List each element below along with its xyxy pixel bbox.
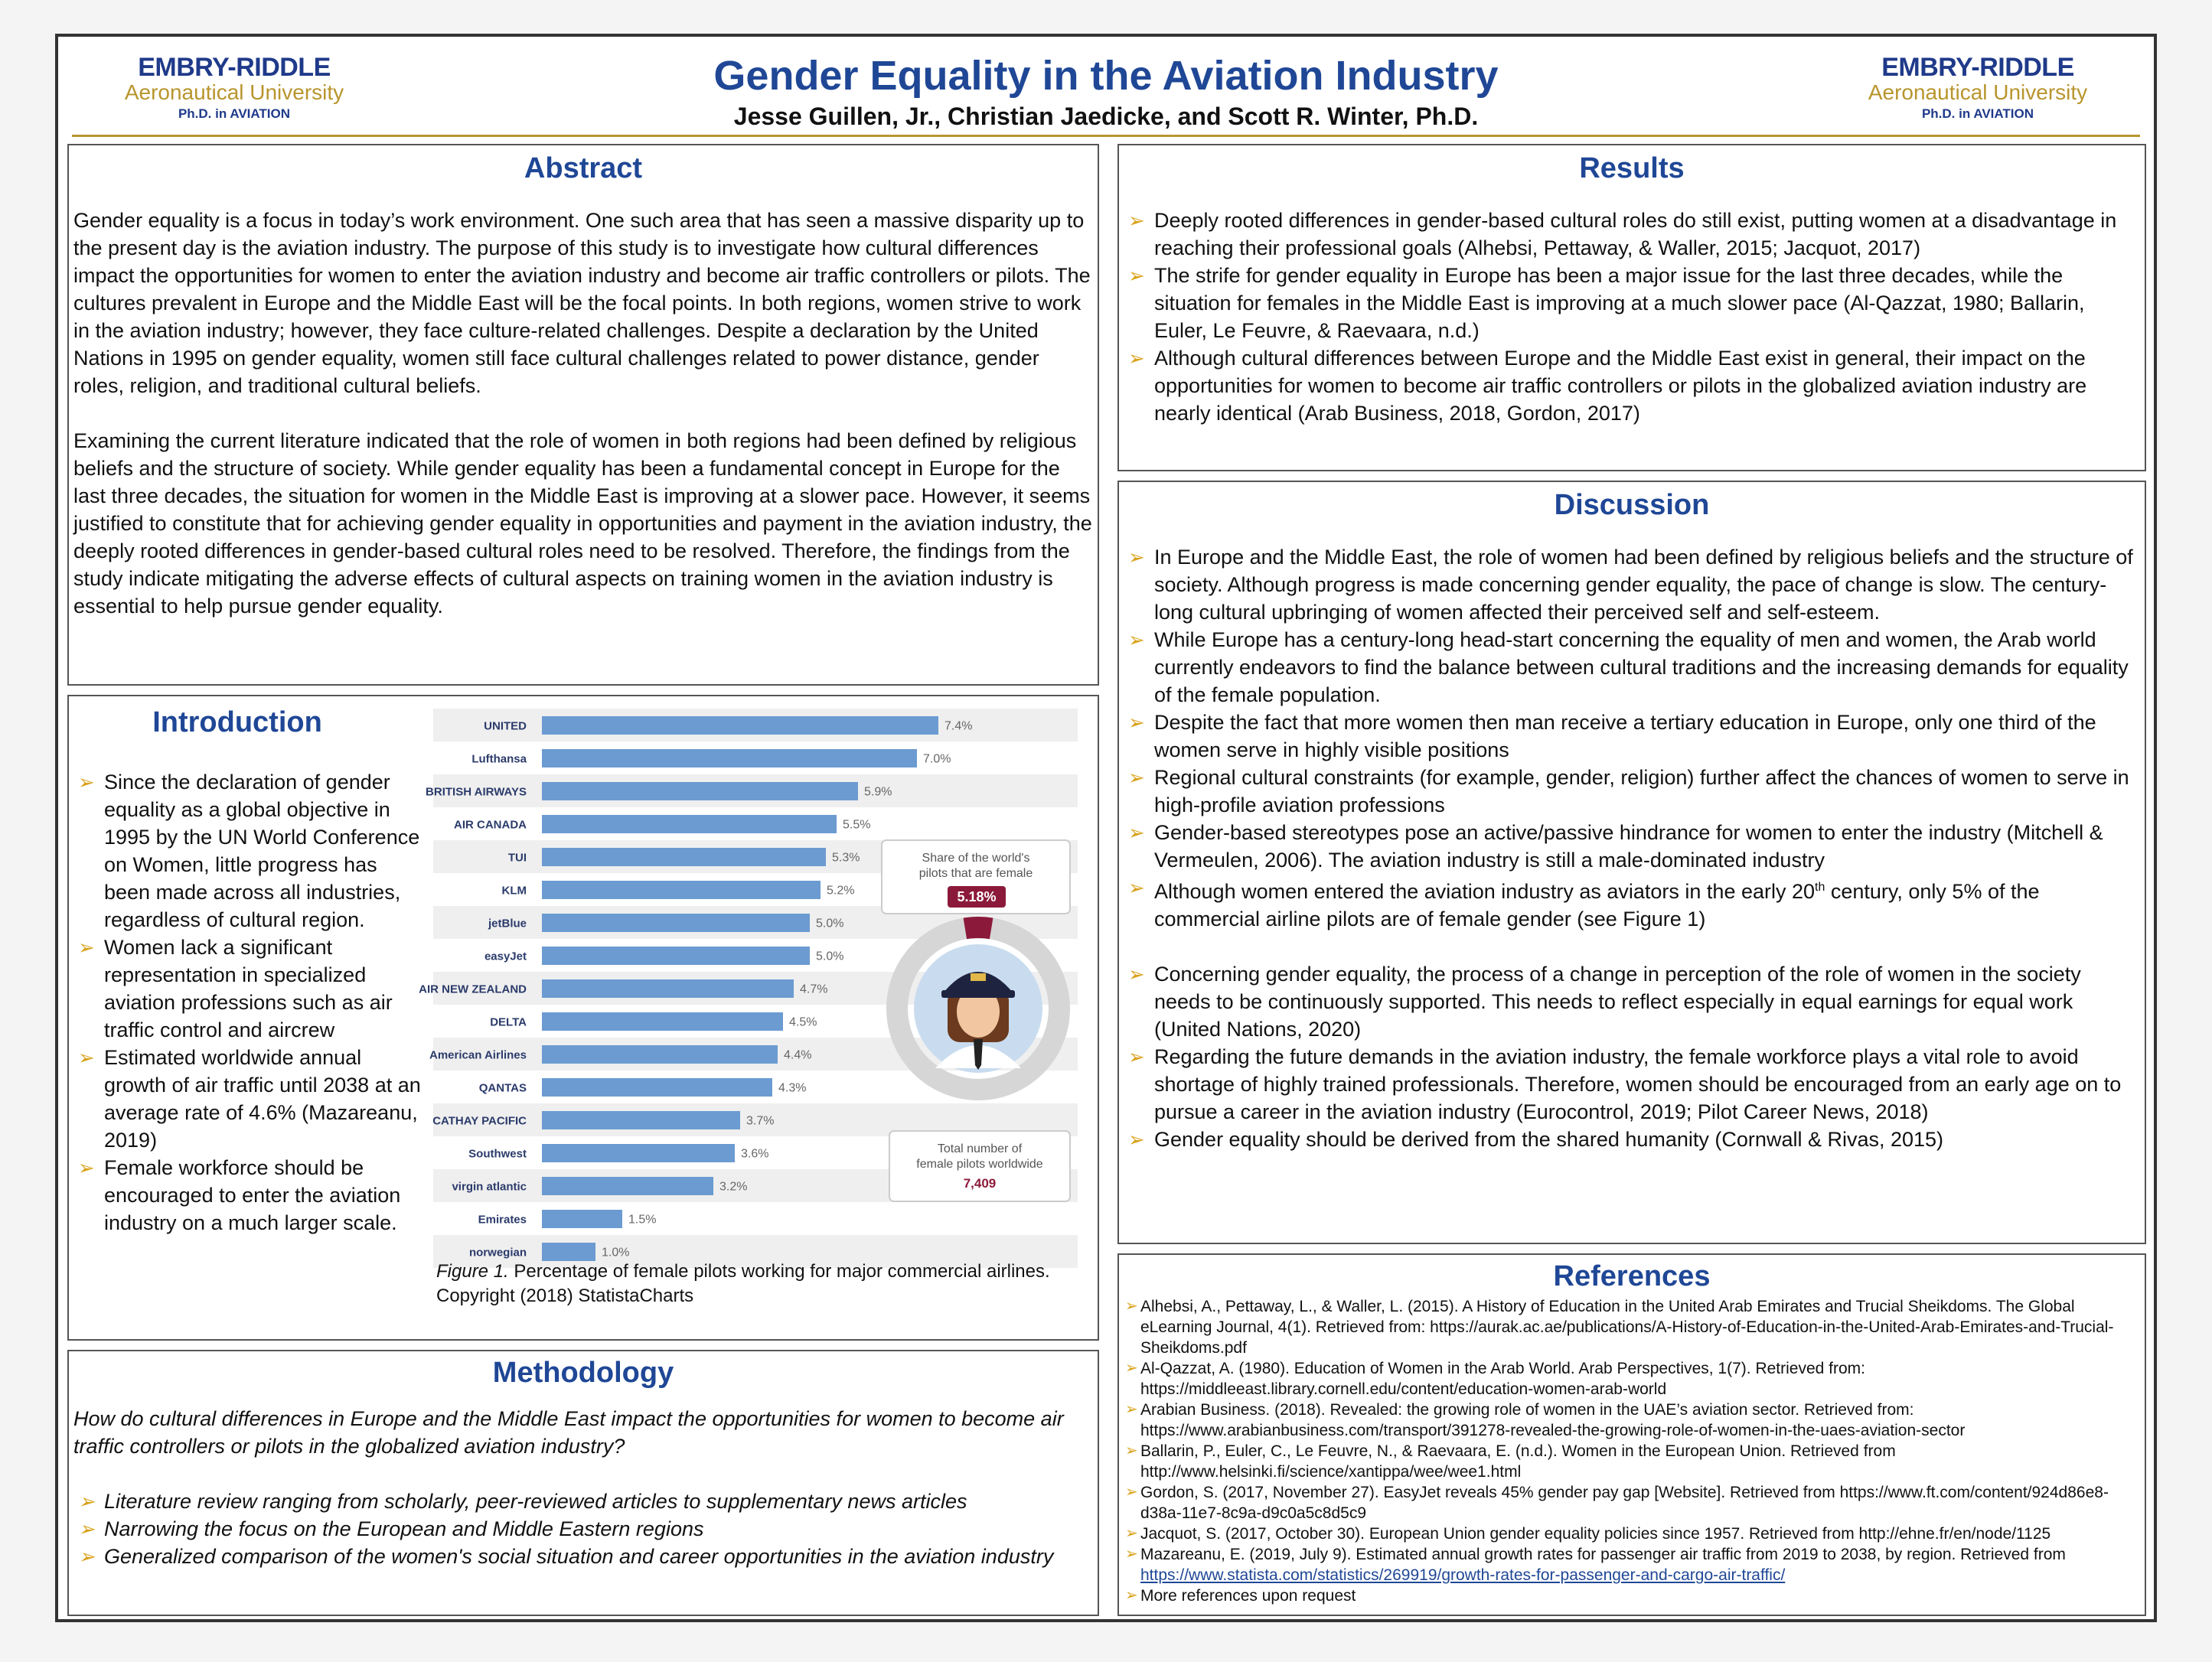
airline-label: virgin atlantic xyxy=(452,1180,527,1194)
research-question: How do cultural differences in Europe and the Middle East impact the opportunities for women to become air traffic controllers or pilots in the globalized aviation industry? xyxy=(73,1407,1064,1458)
list-item: ➢ Despite the fact that more women then man receive a tertiary education in Europe, only one third of the women serve in highly visible positions xyxy=(1124,709,2140,764)
bar-value-label: 7.0% xyxy=(923,752,951,766)
list-item: ➢ In Europe and the Middle East, the role of women had been defined by religious beliefs and the structure of society. Although progress is made concerning gender equality, the pace of change is slow. The century-long cultural upbringing of women affected their perceived self and self-esteem. xyxy=(1124,543,2140,626)
references-title: References xyxy=(1553,1260,1711,1292)
list-item: ➢ Generalized comparison of the women's social situation and career opportunities in the aviation industry xyxy=(73,1543,1093,1570)
university-logo-right xyxy=(1832,54,2123,124)
list-item: ➢ Women lack a significant representation in specialized aviation professions such as air traffic control and aircrew xyxy=(73,934,426,1044)
airline-label: Southwest xyxy=(468,1147,527,1161)
bar-value-label: 5.0% xyxy=(816,950,844,963)
total-callout-label: Total number of female pilots worldwide xyxy=(916,1142,1043,1171)
arrow-bullet-icon: ➢ xyxy=(1128,766,1145,789)
chart-bar xyxy=(542,881,821,899)
chart-bar xyxy=(542,848,826,866)
chart-bar xyxy=(542,1078,772,1097)
list-item: ➢ While Europe has a century-long head-start concerning the equality of men and women, the Arab world currently endeavors to find the balance between cultural traditions and the increasing demands for equality of the female population. xyxy=(1124,626,2140,709)
arrow-bullet-icon: ➢ xyxy=(1128,821,1145,844)
arrow-bullet-icon: ➢ xyxy=(78,1490,95,1513)
reference-item: ➢ Arabian Business. (2018). Revealed: the growing role of women in the UAE’s aviation sector. Retrieved from: https://www.arabianbusiness.com/transport/391278-revealed-the-growing-role-of-women-in-the-uaes-aviation-sector xyxy=(1125,1401,1966,1439)
airline-label: BRITISH AIRWAYS xyxy=(426,785,527,799)
header-divider xyxy=(72,135,2140,137)
chart-bar xyxy=(542,1210,622,1228)
chart-bar xyxy=(542,815,837,833)
chart-bar xyxy=(542,979,794,998)
share-value: 5.18% xyxy=(957,889,997,904)
arrow-bullet-icon: ➢ xyxy=(78,1517,95,1540)
reference-item: ➢ Jacquot, S. (2017, October 30). European Union gender equality policies since 1957. Retrieved from http://ehne.fr/en/node/1125 xyxy=(1125,1525,2051,1543)
chart-bar xyxy=(542,1045,778,1064)
references-list xyxy=(1124,1296,2140,1606)
arrow-bullet-icon: ➢ xyxy=(78,1046,95,1069)
list-item: ➢ Estimated worldwide annual growth of air traffic until 2038 at an average rate of 4.6% (Mazareanu, 2019) xyxy=(73,1044,426,1154)
arrow-bullet-icon: ➢ xyxy=(1125,1546,1138,1563)
introduction-panel xyxy=(67,695,1099,1341)
reference-item: ➢ Al-Qazzat, A. (1980). Education of Women in the Arab World. Arab Perspectives, 1(7). Retrieved from: https://middleeast.library.cornell.edu/content/education-women-arab-world xyxy=(1125,1360,1865,1398)
discussion-title: Discussion xyxy=(1554,489,1710,521)
arrow-bullet-icon: ➢ xyxy=(1128,347,1145,370)
methodology-title: Methodology xyxy=(492,1357,674,1389)
list-item: ➢ Although women entered the aviation industry as aviators in the early 20th century, only 5% of the commercial airline pilots are of female gender (see Figure 1) xyxy=(1124,874,2140,933)
chart-bar xyxy=(542,1012,783,1031)
poster-authors: Jesse Guillen, Jr., Christian Jaedicke, and Scott R. Winter, Ph.D. xyxy=(733,103,1479,130)
list-item: ➢ Female workforce should be encouraged to enter the aviation industry on a much larger scale. xyxy=(73,1154,426,1237)
arrow-bullet-icon: ➢ xyxy=(1125,1484,1138,1501)
discussion-bullets xyxy=(1124,543,2140,1153)
chart-bar xyxy=(542,1111,740,1129)
bar-value-label: 5.2% xyxy=(827,884,855,898)
bar-value-label: 7.4% xyxy=(945,719,973,733)
chart-bar xyxy=(542,716,938,735)
reference-item: ➢ Alhebsi, A., Pettaway, L., & Waller, L. (2015). A History of Education in the United Arab Emirates and Trucial Sheikdoms. The Global eLearning Journal, 4(1). Retrieved from: https://aurak.ac.ae/publications/A-History-of-Education-in-the-United-Arab-Emirates-and-Trucial-Sheikdoms.pdf xyxy=(1125,1298,2114,1357)
airline-label: Lufthansa xyxy=(471,752,527,766)
arrow-bullet-icon: ➢ xyxy=(1128,546,1145,569)
donut-female-slice xyxy=(964,917,993,939)
bar-value-label: 4.5% xyxy=(789,1015,817,1029)
total-value: 7,409 xyxy=(963,1176,997,1191)
bar-value-label: 1.0% xyxy=(602,1246,630,1260)
bar-value-label: 1.5% xyxy=(628,1213,657,1227)
arrow-bullet-icon: ➢ xyxy=(78,1156,95,1179)
airline-label: QANTAS xyxy=(478,1081,527,1095)
arrow-bullet-icon: ➢ xyxy=(1128,209,1145,232)
list-item: ➢ Deeply rooted differences in gender-based cultural roles do still exist, putting women at a disadvantage in reaching their professional goals (Alhebsi, Pettaway, & Waller, 2015; Jacquot, 2017) xyxy=(1124,207,2140,262)
references-panel xyxy=(1117,1253,2146,1616)
list-item: ➢ Since the declaration of gender equality as a global objective in 1995 by the UN World Conference on Women, little progress has been made across all industries, regardless of cultural region. xyxy=(73,768,426,934)
bar-value-label: 3.6% xyxy=(741,1147,769,1161)
arrow-bullet-icon: ➢ xyxy=(1128,1128,1145,1151)
arrow-bullet-icon: ➢ xyxy=(78,771,95,794)
bar-value-label: 5.9% xyxy=(864,785,892,799)
introduction-title: Introduction xyxy=(152,706,322,738)
female-pilots-bar-chart xyxy=(419,702,1078,1260)
airline-label: Emirates xyxy=(478,1213,527,1227)
reference-item: ➢ Ballarin, P., Euler, C., Le Feuvre, N., & Raevaara, E. (n.d.). Women in the European Union. Retrieved from http://www.helsinki.fi/science/xantippa/wee/wee1.html xyxy=(1125,1442,1896,1481)
bar-value-label: 5.3% xyxy=(832,851,860,865)
bar-value-label: 5.0% xyxy=(816,917,844,930)
bar-value-label: 4.4% xyxy=(784,1048,812,1062)
methodology-panel xyxy=(67,1350,1099,1616)
poster-title: Gender Equality in the Aviation Industry xyxy=(713,53,1499,99)
results-bullets xyxy=(1124,207,2140,427)
arrow-bullet-icon: ➢ xyxy=(1128,264,1145,287)
airline-label: jetBlue xyxy=(488,917,527,930)
arrow-bullet-icon: ➢ xyxy=(1125,1587,1138,1604)
list-item: ➢ Gender-based stereotypes pose an active/passive hindrance for women to enter the industry (Mitchell & Vermeulen, 2006). The aviation industry is still a male-dominated industry xyxy=(1124,819,2140,874)
list-item: ➢ Regarding the future demands in the aviation industry, the female workforce plays a vital role to avoid shortage of highly trained professionals. Therefore, women should be encouraged from an early age on to pursue a career in the aviation industry (Eurocontrol, 2019; Pilot Career News, 2018) xyxy=(1124,1043,2140,1126)
list-item: ➢ The strife for gender equality in Europe has been a major issue for the last three decades, while the situation for females in the Middle East is improving at a much slower pace (Al-Qazzat, 1980; Ballarin, Euler, Le Feuvre, & Raevaara, n.d.) xyxy=(1124,262,2140,344)
abstract-paragraph-1: Gender equality is a focus in today’s work environment. One such area that has seen a massive disparity up to the present day is the aviation industry. The purpose of this study is to investigate how cultural differences impact the opportunities for women to enter the aviation industry and become air traffic controllers or pilots. The cultures prevalent in Europe and the Middle East will be the focal points. In both regions, women strive to work in the aviation industry; however, they face culture-related challenges. Despite a declaration by the United Nations in 1995 on gender equality, women still face cultural challenges related to power distance, gender roles, religion, and traditional cultural beliefs. xyxy=(73,209,1091,397)
discussion-panel xyxy=(1117,481,2146,1244)
abstract-panel xyxy=(67,144,1099,686)
arrow-bullet-icon: ➢ xyxy=(78,936,95,959)
logo-line2: Aeronautical University xyxy=(1868,80,2088,104)
airline-label: easyJet xyxy=(484,950,527,963)
reference-item: ➢ More references upon request xyxy=(1125,1587,1356,1605)
list-item: ➢ Concerning gender equality, the process of a change in perception of the role of women in the society needs to be continuously supported. This needs to reflect especially in equal earnings for equal work (United Nations, 2020) xyxy=(1124,960,2140,1043)
abstract-title: Abstract xyxy=(524,152,643,184)
chart-bar xyxy=(542,749,917,767)
chart-bar xyxy=(542,914,810,932)
arrow-bullet-icon: ➢ xyxy=(1128,628,1145,651)
arrow-bullet-icon: ➢ xyxy=(1128,963,1145,986)
arrow-bullet-icon: ➢ xyxy=(1125,1401,1138,1418)
bar-value-label: 5.5% xyxy=(843,818,871,832)
bar-value-label: 3.2% xyxy=(719,1180,748,1194)
arrow-bullet-icon: ➢ xyxy=(1125,1442,1138,1459)
statista-link[interactable]: https://www.statista.com/statistics/269919/growth-rates-for-passenger-and-cargo-air-traffic/ xyxy=(1140,1566,1786,1584)
logo-line2: Aeronautical University xyxy=(124,80,344,104)
reference-item: ➢ Gordon, S. (2017, November 27). EasyJet reveals 45% gender pay gap [Website]. Retrieved from https://www.ft.com/content/924d86e8-d38a-11e7-8c9a-d9c0a5c8d5c9 xyxy=(1125,1484,2109,1522)
chart-bar xyxy=(542,947,810,965)
share-callout-label: Share of the world's pilots that are female xyxy=(918,852,1033,880)
list-item: ➢ Although cultural differences between Europe and the Middle East exist in general, their impact on the opportunities for women to become air traffic controllers or pilots in the globalized aviation industry are nearly identical (Arab Business, 2018, Gordon, 2017) xyxy=(1124,344,2140,427)
airline-label: TUI xyxy=(507,851,527,865)
logo-line3: Ph.D. in AVIATION xyxy=(178,106,291,121)
arrow-bullet-icon: ➢ xyxy=(1125,1525,1138,1542)
reference-item: ➢ Mazareanu, E. (2019, July 9). Estimated annual growth rates for passenger air traffic from 2019 to 2038, by region. Retrieved from https://www.statista.com/statistics/269919/growth-rates-for-passenger-and-cargo-air-traffic/ xyxy=(1125,1546,2066,1584)
airline-label: American Airlines xyxy=(429,1048,527,1062)
list-item: ➢ Gender equality should be derived from the shared humanity (Cornwall & Rivas, 2015) xyxy=(1124,1126,2140,1153)
pilot-cap-brim xyxy=(941,990,1015,998)
list-item: ➢ Literature review ranging from scholarly, peer-reviewed articles to supplementary news articles xyxy=(73,1488,1093,1515)
bar-value-label: 3.7% xyxy=(746,1114,775,1128)
university-logo-left xyxy=(89,54,380,124)
chart-bar xyxy=(542,782,858,800)
airline-label: AIR NEW ZEALAND xyxy=(419,983,527,996)
logo-line3: Ph.D. in AVIATION xyxy=(1921,106,2034,121)
arrow-bullet-icon: ➢ xyxy=(1128,1045,1145,1068)
airline-label: UNITED xyxy=(484,719,527,733)
arrow-bullet-icon: ➢ xyxy=(1125,1360,1138,1377)
methodology-bullets xyxy=(73,1488,1093,1570)
airline-label: norwegian xyxy=(468,1246,527,1260)
chart-bar xyxy=(542,1243,595,1261)
results-panel xyxy=(1117,144,2146,471)
arrow-bullet-icon: ➢ xyxy=(1128,876,1145,899)
figure-caption: Figure 1. Percentage of female pilots working for major commercial airlines. Copyright (2018) StatistaCharts xyxy=(436,1261,1050,1306)
chart-bar xyxy=(542,1177,713,1195)
airline-label: KLM xyxy=(501,884,527,898)
arrow-bullet-icon: ➢ xyxy=(1128,711,1145,734)
poster xyxy=(55,34,2157,1622)
introduction-bullets xyxy=(73,768,426,1237)
airline-label: DELTA xyxy=(490,1015,527,1029)
arrow-bullet-icon: ➢ xyxy=(1125,1298,1138,1315)
airline-label: CATHAY PACIFIC xyxy=(432,1114,527,1128)
abstract-paragraph-2: Examining the current literature indicated that the role of women in both regions had been defined by religious beliefs and the structure of society. While gender equality has been a fundamental concept in Europe for the last three decades, the situation for women in the Middle East is improving at a slower pace. However, it seems justified to constitute that for achieving gender equality in opportunities and payment in the aviation industry, the deeply rooted differences in gender-based cultural roles need to be resolved. Therefore, the findings from the study indicate mitigating the adverse effects of cultural aspects on training women in the aviation industry is essential to help pursue gender equality. xyxy=(73,429,1092,618)
logo-line1: EMBRY-RIDDLE xyxy=(138,53,331,82)
list-item: ➢ Narrowing the focus on the European and Middle Eastern regions xyxy=(73,1515,1093,1543)
arrow-bullet-icon: ➢ xyxy=(78,1545,95,1568)
bar-value-label: 4.3% xyxy=(778,1081,807,1095)
logo-line1: EMBRY-RIDDLE xyxy=(1881,53,2074,82)
results-title: Results xyxy=(1579,152,1685,184)
list-item: ➢ Regional cultural constraints (for example, gender, religion) further affect the chances of women to serve in high-profile aviation professions xyxy=(1124,764,2140,819)
bar-value-label: 4.7% xyxy=(800,983,828,996)
pilot-cap-badge xyxy=(971,973,986,981)
chart-bar xyxy=(542,1144,735,1162)
airline-label: AIR CANADA xyxy=(454,818,527,832)
